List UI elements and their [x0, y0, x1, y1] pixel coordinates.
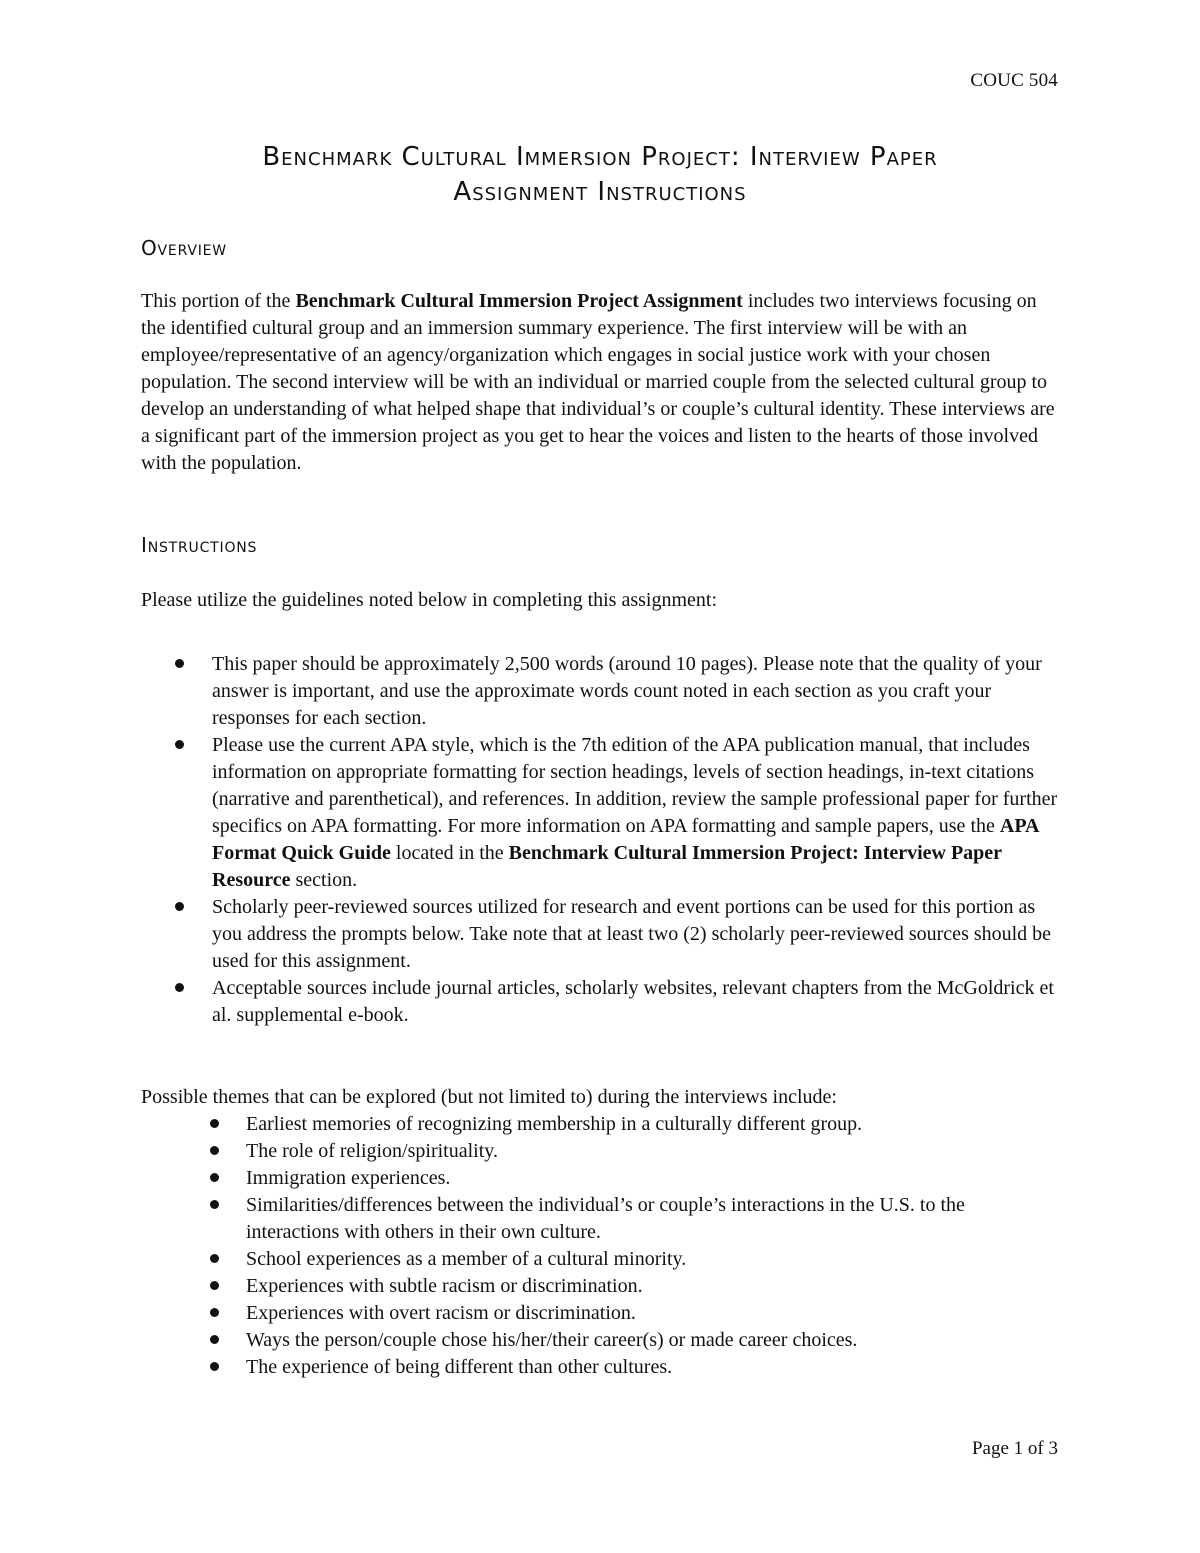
bullet-icon: [210, 1146, 219, 1155]
list-item: This paper should be approximately 2,500 words (around 10 pages). Please note that the quality of your answer is important, and use the approximate words count noted in each section as you craft your responses for each section.: [141, 651, 1061, 732]
bullet-icon: [175, 983, 184, 992]
bullet-icon: [210, 1335, 219, 1344]
list-item: The experience of being different than other cultures.: [141, 1354, 1061, 1381]
bullet-icon: [210, 1119, 219, 1128]
list-item: Scholarly peer-reviewed sources utilized for research and event portions can be used for this portion as you address the prompts below. Take note that at least two (2) scholarly peer-reviewed sources should be used for this assignment.: [141, 894, 1061, 975]
guidelines-list: [141, 651, 1061, 1029]
list-item: Similarities/differences between the individual’s or couple’s interactions in the U.S. to the interactions with others in their own culture.: [141, 1192, 1061, 1246]
bullet-icon: [210, 1200, 219, 1209]
bullet-icon: [175, 659, 184, 668]
bullet-icon: [175, 902, 184, 911]
bullet-icon: [210, 1308, 219, 1317]
list-item: Ways the person/couple chose his/her/their career(s) or made career choices.: [141, 1327, 1061, 1354]
bullet-icon: [210, 1173, 219, 1182]
list-item: Acceptable sources include journal articles, scholarly websites, relevant chapters from the McGoldrick et al. supplemental e-book.: [141, 975, 1061, 1029]
overview-paragraph: This portion of the Benchmark Cultural Immersion Project Assignment includes two interviews focusing on the identified cultural group and an immersion summary experience. The first interview will be with an employee/representative of an agency/organization which engages in social justice work with your chosen population. The second interview will be with an individual or married couple from the selected cultural group to develop an understanding of what helped shape that individual’s or couple’s cultural identity. These interviews are a significant part of the immersion project as you get to hear the voices and listen to the hearts of those involved with the population.: [141, 290, 1055, 474]
themes-list: [141, 1111, 1061, 1381]
course-code-header: COUC 504: [970, 70, 1058, 91]
instructions-heading: Instructions: [141, 533, 258, 557]
list-item: Experiences with overt racism or discrimination.: [141, 1300, 1061, 1327]
bullet-icon: [210, 1281, 219, 1290]
bullet-icon: [175, 740, 184, 749]
themes-lead: Possible themes that can be explored (but not limited to) during the interviews include:: [141, 1086, 837, 1108]
title-line-2: Assignment Instructions: [453, 177, 747, 207]
page-number-footer: Page 1 of 3: [971, 1438, 1058, 1459]
list-item: Experiences with subtle racism or discrimination.: [141, 1273, 1061, 1300]
document-title: [140, 140, 1060, 210]
overview-heading: Overview: [141, 236, 227, 260]
instructions-lead: Please utilize the guidelines noted below in completing this assignment:: [141, 589, 718, 611]
title-line-1: Benchmark Cultural Immersion Project: Interview Paper: [262, 142, 938, 172]
list-item: School experiences as a member of a cultural minority.: [141, 1246, 1061, 1273]
list-item: Please use the current APA style, which is the 7th edition of the APA publication manual, that includes information on appropriate formatting for section headings, levels of section headings, in-text citations (narrative and parenthetical), and references. In addition, review the sample professional paper for further specifics on APA formatting. For more information on APA formatting and sample papers, use the APA Format Quick Guide located in the Benchmark Cultural Immersion Project: Interview Paper Resource section.: [141, 732, 1061, 894]
list-item: Earliest memories of recognizing membership in a culturally different group.: [141, 1111, 1061, 1138]
bullet-icon: [210, 1362, 219, 1371]
bullet-icon: [210, 1254, 219, 1263]
list-item: Immigration experiences.: [141, 1165, 1061, 1192]
list-item: The role of religion/spirituality.: [141, 1138, 1061, 1165]
